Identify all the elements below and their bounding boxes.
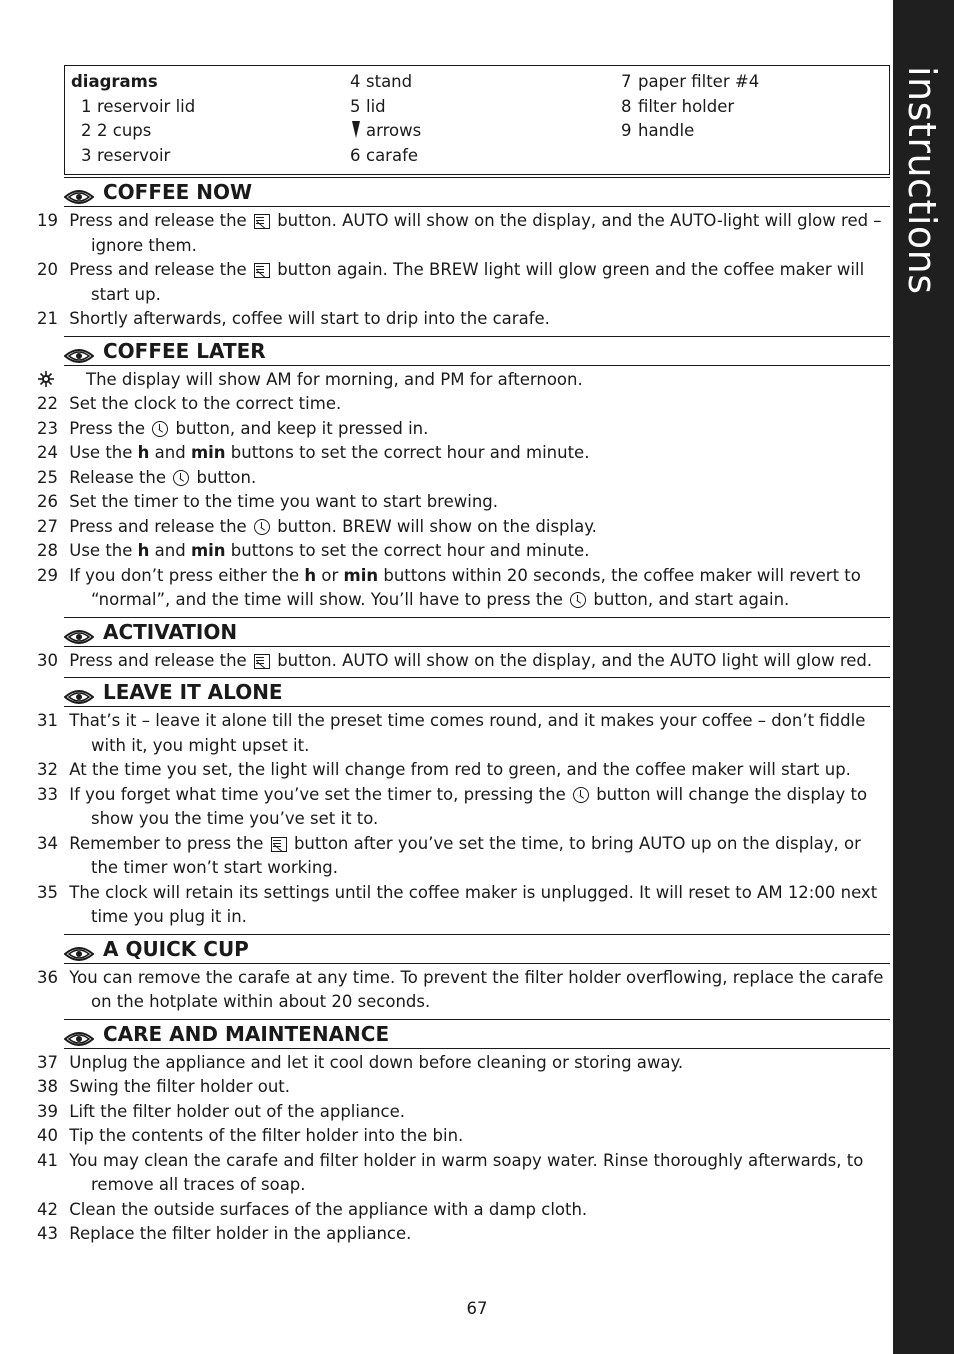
eye-icon <box>64 684 94 700</box>
section-header <box>64 336 890 366</box>
section-title: ACTIVATION <box>103 619 238 644</box>
step-text: Use the <box>69 541 138 560</box>
section-title: CARE AND MAINTENANCE <box>103 1021 390 1046</box>
section-header <box>64 617 890 647</box>
legend-number: 7 <box>621 72 632 91</box>
diagrams-box <box>64 65 890 175</box>
instruction-item: 20 Press and release the button again. The BREW light will glow green and the coffee maker will start up. <box>37 260 865 304</box>
bold-term: min <box>190 443 226 462</box>
step-text: You may clean the carafe and filter holder in warm soapy water. Rinse thoroughly afterwards, to remove all traces of soap. <box>69 1150 864 1194</box>
instruction-item: 27 Press and release the button. BREW will show on the display. <box>37 516 597 536</box>
clock-icon <box>173 470 189 486</box>
diagrams-column-2 <box>350 70 421 168</box>
eye-icon <box>64 184 94 200</box>
instruction-item: 29 If you don’t press either the h or min buttons within 20 seconds, the coffee maker will revert to “normal”, and the time will show. You’ll have to press the button, and start again. <box>37 565 861 609</box>
instruction-item: 24 Use the h and min buttons to set the correct hour and minute. <box>37 443 590 462</box>
instruction-list <box>37 647 890 674</box>
step-text: If you don’t press either the <box>69 565 305 585</box>
bold-term: min <box>343 565 379 585</box>
step-text: You can remove the carafe at any time. To prevent the filter holder overflowing, replace the carafe on the hotplate within about 20 seconds. <box>69 967 884 1011</box>
eye-icon <box>64 941 94 957</box>
diagram-legend-item <box>71 119 195 144</box>
instruction-content <box>37 177 890 1247</box>
step-text: If you forget what time you’ve set the timer to, pressing the <box>69 784 571 804</box>
step-text: button again. The BREW light will glow green and the coffee maker will start up. <box>91 260 865 304</box>
diagram-legend-item <box>621 119 759 144</box>
legend-label: lid <box>366 96 386 116</box>
diagrams-title: diagrams <box>71 72 158 91</box>
program-button-icon <box>271 837 287 852</box>
instruction-list <box>37 707 890 930</box>
instruction-item: 26 Set the timer to the time you want to start brewing. <box>37 492 499 511</box>
step-text: or <box>316 565 344 585</box>
instruction-item: 41 You may clean the carafe and filter holder in warm soapy water. Rinse thoroughly afterwards, to remove all traces of soap. <box>37 1150 864 1194</box>
section-title: COFFEE NOW <box>103 180 253 204</box>
step-text: Shortly afterwards, coffee will start to drip into the carafe. <box>69 309 550 328</box>
section-header <box>64 934 890 964</box>
instruction-item: 40 Tip the contents of the filter holder into the bin. <box>37 1126 464 1145</box>
step-text: and <box>149 541 191 560</box>
legend-number: 4 <box>350 72 361 91</box>
step-text: button. AUTO will show on the display, and the AUTO light will glow red. <box>271 650 873 670</box>
instruction-item: 25 Release the button. <box>37 467 257 487</box>
step-text: The display will show AM for morning, and PM for afternoon. <box>86 369 583 389</box>
step-text: buttons within 20 seconds, the coffee maker will revert to “normal”, and the time will show. You’ll have to press the <box>91 565 861 609</box>
bold-term: min <box>190 541 226 560</box>
step-text: Press and release the <box>69 516 252 536</box>
instruction-item: 39 Lift the filter holder out of the appliance. <box>37 1101 406 1121</box>
diagram-legend-item <box>71 95 195 120</box>
diagrams-column-3 <box>621 70 759 144</box>
arrows-icon <box>352 121 360 138</box>
step-text: buttons to set the correct hour and minute. <box>225 443 590 462</box>
diagrams-column-1 <box>71 70 195 168</box>
instruction-item: 32 At the time you set, the light will change from red to green, and the coffee maker will start up. <box>37 760 851 779</box>
step-text: Set the clock to the correct time. <box>69 394 342 413</box>
step-text: The clock will retain its settings until the coffee maker is unplugged. It will reset to AM 12:00 next time you plug it in. <box>69 882 878 926</box>
section-header <box>64 677 890 707</box>
step-text: button will change the display to show you the time you’ve set it to. <box>91 784 868 828</box>
section-header <box>64 177 890 207</box>
instruction-list <box>37 207 890 332</box>
eye-icon <box>64 343 94 359</box>
instruction-item: 37 Unplug the appliance and let it cool down before cleaning or storing away. <box>37 1052 684 1072</box>
instruction-item: 22 Set the clock to the correct time. <box>37 394 342 413</box>
diagram-legend-item <box>350 144 421 169</box>
section-title: A QUICK CUP <box>103 936 249 961</box>
legend-label: paper filter #4 <box>638 72 760 91</box>
instruction-item: 35 The clock will retain its settings until the coffee maker is unplugged. It will reset to AM 12:00 next time you plug it in. <box>37 882 878 926</box>
section-title: LEAVE IT ALONE <box>103 680 283 704</box>
step-text: button, and keep it pressed in. <box>170 418 429 438</box>
diagram-legend-item <box>71 144 195 169</box>
legend-number: 8 <box>621 96 632 116</box>
diagram-legend-item <box>621 70 759 95</box>
legend-label: filter holder <box>638 96 735 116</box>
clock-icon <box>573 787 589 803</box>
step-text: Press the <box>69 418 151 438</box>
instruction-item: 36 You can remove the carafe at any time. To prevent the filter holder overflowing, replace the carafe on the hotplate within about 20 seconds. <box>37 967 884 1011</box>
instruction-item: 21 Shortly afterwards, coffee will start to drip into the carafe. <box>37 309 550 328</box>
step-text: At the time you set, the light will change from red to green, and the coffee maker will start up. <box>69 760 851 779</box>
step-text: button, and start again. <box>588 590 790 609</box>
legend-number: 5 <box>350 96 361 116</box>
side-tab-label: instructions <box>900 66 944 295</box>
step-text: button. AUTO will show on the display, and the AUTO-light will glow red – ignore them. <box>91 211 882 255</box>
section-header <box>64 1019 890 1049</box>
instruction-item: 43 Replace the filter holder in the appliance. <box>37 1224 412 1243</box>
step-text: button. <box>191 467 257 487</box>
step-text: Press and release the <box>69 260 252 279</box>
instruction-item: 31 That’s it – leave it alone till the preset time comes round, and it makes your coffee – don’t fiddle with it, you might upset it. <box>37 711 866 755</box>
diagram-legend-item <box>350 119 421 144</box>
program-button-icon <box>254 654 270 669</box>
step-text: Remember to press the <box>69 833 269 853</box>
page-number: 67 <box>466 1299 488 1318</box>
instruction-item: 33 If you forget what time you’ve set the timer to, pressing the button will change the display to show you the time you’ve set it to. <box>37 784 868 828</box>
instruction-item: 38 Swing the filter holder out. <box>37 1077 290 1096</box>
instruction-item: 42 Clean the outside surfaces of the appliance with a damp cloth. <box>37 1199 588 1219</box>
legend-label: reservoir <box>97 145 171 165</box>
step-text: Tip the contents of the filter holder into the bin. <box>69 1126 464 1145</box>
bold-term: h <box>304 565 317 585</box>
legend-number: 2 <box>81 121 92 140</box>
legend-number: 3 <box>81 145 92 165</box>
diagram-legend-item <box>350 95 421 120</box>
legend-number: 6 <box>350 145 361 165</box>
clock-icon <box>152 421 168 437</box>
instruction-item: 19 Press and release the button. AUTO will show on the display, and the AUTO-light will glow red – ignore them. <box>37 211 882 255</box>
step-text: Unplug the appliance and let it cool down before cleaning or storing away. <box>69 1052 684 1072</box>
instruction-list <box>37 366 890 613</box>
section-title: COFFEE LATER <box>103 338 266 363</box>
legend-number: 9 <box>621 121 632 140</box>
step-text: Replace the filter holder in the appliance. <box>69 1224 412 1243</box>
clock-icon <box>254 519 270 535</box>
step-text: buttons to set the correct hour and minute. <box>225 541 590 560</box>
eye-icon <box>64 624 94 640</box>
step-text: Clean the outside surfaces of the appliance with a damp cloth. <box>69 1199 588 1219</box>
instruction-item: 28 Use the h and min buttons to set the correct hour and minute. <box>37 541 590 560</box>
legend-label: arrows <box>366 121 422 140</box>
step-text: and <box>149 443 191 462</box>
legend-label: reservoir lid <box>97 96 196 116</box>
step-text: Release the <box>69 467 172 487</box>
legend-label: handle <box>638 121 695 140</box>
legend-label: carafe <box>366 145 419 165</box>
step-text: Set the timer to the time you want to start brewing. <box>69 492 499 511</box>
instruction-item: 30 Press and release the button. AUTO will show on the display, and the AUTO light will glow red. <box>37 650 873 670</box>
step-text: button after you’ve set the time, to bring AUTO up on the display, or the timer won’t start working. <box>91 833 861 877</box>
instruction-item: 23 Press the button, and keep it pressed in. <box>37 418 429 438</box>
eye-icon <box>64 1026 94 1042</box>
step-text: Swing the filter holder out. <box>69 1077 290 1096</box>
sun-icon <box>64 370 82 388</box>
instruction-item: 34 Remember to press the button after you’ve set the time, to bring AUTO up on the display, or the timer won’t start working. <box>37 833 861 877</box>
instruction-item <box>64 368 890 393</box>
instruction-list <box>37 1049 890 1247</box>
diagram-legend-item <box>621 95 759 120</box>
instruction-list <box>37 964 890 1015</box>
step-text: Lift the filter holder out of the appliance. <box>69 1101 406 1121</box>
program-button-icon <box>254 263 270 278</box>
clock-icon <box>570 592 586 608</box>
step-text: Use the <box>69 443 138 462</box>
legend-label: 2 cups <box>97 121 152 140</box>
program-button-icon <box>254 214 270 229</box>
legend-label: stand <box>366 72 413 91</box>
step-text: button. BREW will show on the display. <box>271 516 597 536</box>
legend-number: 1 <box>81 96 92 116</box>
bold-term: h <box>137 443 150 462</box>
diagram-legend-item <box>350 70 421 95</box>
step-text: Press and release the <box>69 650 252 670</box>
bold-term: h <box>137 541 150 560</box>
step-text: That’s it – leave it alone till the preset time comes round, and it makes your coffee – don’t fiddle with it, you might upset it. <box>69 711 866 755</box>
step-text: Press and release the <box>69 211 252 230</box>
